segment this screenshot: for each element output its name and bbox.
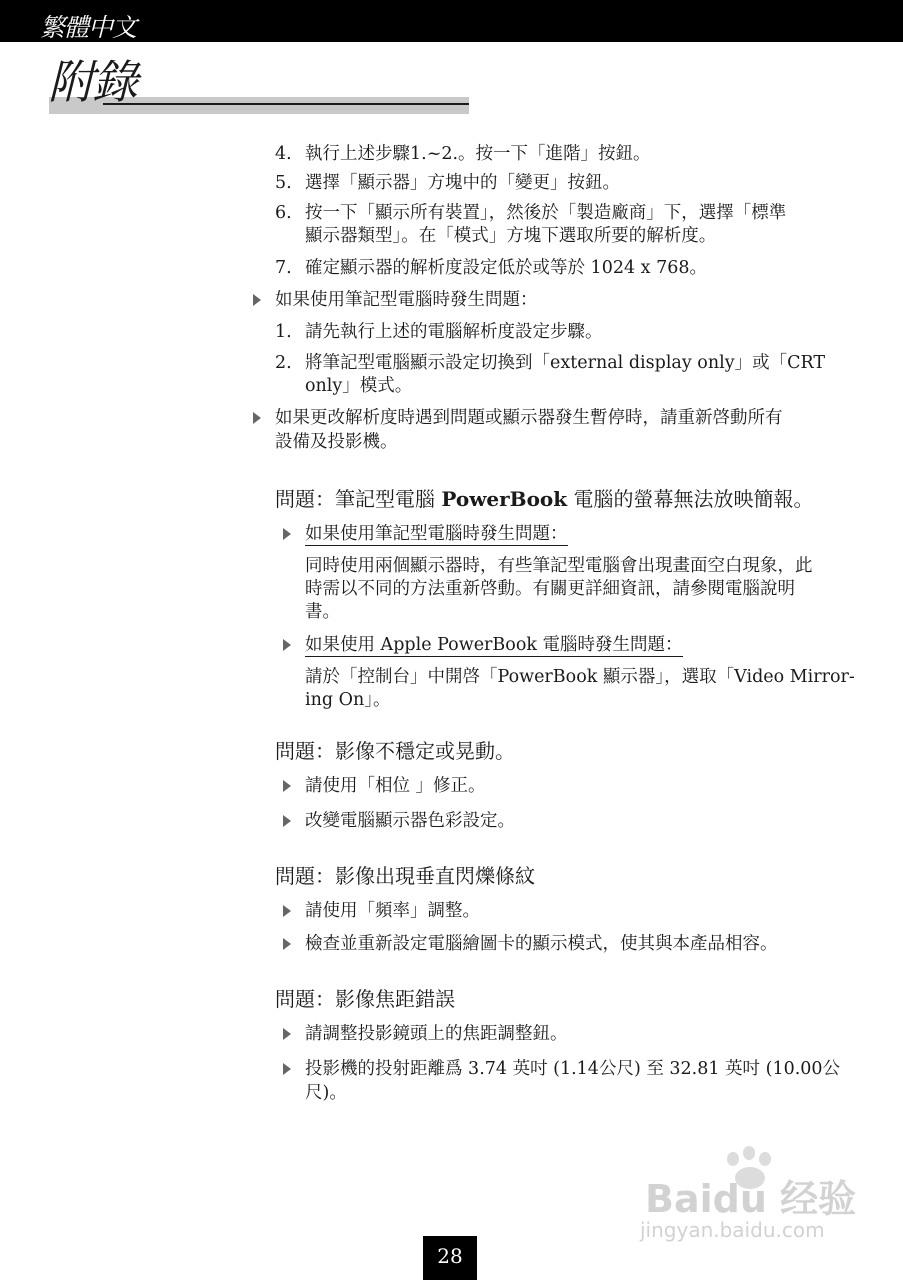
- bullet-arrow-icon: [283, 639, 291, 651]
- step-number: 1.: [275, 322, 292, 342]
- question-heading-flicker: 問題：影像出現垂直閃爍條紋: [275, 864, 535, 888]
- question-heading-focus: 問題：影像焦距錯誤: [275, 987, 455, 1011]
- bullet-text: 檢查並重新設定電腦繪圖卡的顯示模式，使其與本產品相容。: [305, 934, 778, 954]
- bullet-arrow-icon: [253, 294, 261, 306]
- step-text: 將筆記型電腦顯示設定切換到「external display only」或「CRT: [305, 353, 826, 373]
- question-heading-powerbook: [275, 485, 813, 513]
- page-number: 28: [423, 1236, 477, 1280]
- body-text: 請於「控制台」中開啓「PowerBook 顯示器」，選取「Video Mirror-: [305, 667, 855, 687]
- heading-text: 電腦的螢幕無法放映簡報。: [567, 487, 814, 511]
- watermark-url: jingyan.baidu.com: [640, 1218, 825, 1242]
- watermark-brand: Baidu 经验: [645, 1177, 857, 1221]
- bullet-arrow-icon: [253, 412, 261, 424]
- title-rule: [103, 103, 469, 105]
- step-number: 7.: [275, 258, 292, 278]
- subheading: 如果使用 Apple PowerBook 電腦時發生問題：: [305, 635, 683, 655]
- step-number: 2.: [275, 353, 292, 373]
- step-text: 請先執行上述的電腦解析度設定步驟。: [305, 322, 603, 342]
- bullet-arrow-icon: [283, 905, 291, 917]
- bullet-arrow-icon: [283, 1028, 291, 1040]
- bullet-text: 請使用「相位 」修正。: [305, 776, 486, 796]
- step-number: 5.: [275, 173, 292, 193]
- bullet-text: 投影機的投射距離爲 3.74 英吋 (1.14公尺) 至 32.81 英吋 (10.00公: [305, 1059, 841, 1079]
- body-text: ing On」。: [305, 690, 391, 710]
- step-text: 確定顯示器的解析度設定低於或等於 1024 x 768。: [305, 258, 707, 278]
- body-text: 書。: [305, 602, 340, 622]
- step-text: only」模式。: [305, 376, 413, 396]
- language-label: 繁體中文: [40, 13, 137, 42]
- section-title: 附錄: [48, 55, 136, 109]
- bullet-arrow-icon: [283, 938, 291, 950]
- bullet-text: 設備及投影機。: [275, 432, 398, 452]
- bullet-text: 尺)。: [305, 1083, 347, 1103]
- body-text: 同時使用兩個顯示器時，有些筆記型電腦會出現畫面空白現象，此: [305, 556, 813, 576]
- heading-bold: PowerBook: [441, 487, 568, 511]
- step-text: 顯示器類型」。在「模式」方塊下選取所要的解析度。: [305, 226, 717, 246]
- bullet-text: 如果使用筆記型電腦時發生問題：: [275, 290, 538, 310]
- step-number: 4.: [275, 144, 292, 164]
- bullet-text: 如果更改解析度時遇到問題或顯示器發生暫停時，請重新啓動所有: [275, 408, 783, 428]
- bullet-arrow-icon: [283, 815, 291, 827]
- header-bar: [0, 0, 903, 42]
- subheading: 如果使用筆記型電腦時發生問題：: [305, 524, 568, 544]
- bullet-arrow-icon: [283, 528, 291, 540]
- step-text: 按一下「顯示所有裝置」，然後於「製造廠商」下，選擇「標準: [305, 203, 787, 223]
- question-heading-unstable: 問題：影像不穩定或晃動。: [275, 739, 515, 763]
- heading-text: 問題：筆記型電腦: [275, 487, 442, 511]
- step-text: 選擇「顯示器」方塊中的「變更」按鈕。: [305, 173, 620, 193]
- bullet-text: 改變電腦顯示器色彩設定。: [305, 811, 515, 831]
- step-text: 執行上述步驟1.~2.。按一下「進階」按鈕。: [305, 144, 651, 164]
- bullet-arrow-icon: [283, 1063, 291, 1075]
- bullet-arrow-icon: [283, 780, 291, 792]
- bullet-text: 請調整投影鏡頭上的焦距調整鈕。: [305, 1024, 568, 1044]
- bullet-text: 請使用「頻率」調整。: [305, 901, 480, 921]
- body-text: 時需以不同的方法重新啓動。有關更詳細資訊，請參閱電腦說明: [305, 579, 795, 599]
- step-number: 6.: [275, 203, 292, 223]
